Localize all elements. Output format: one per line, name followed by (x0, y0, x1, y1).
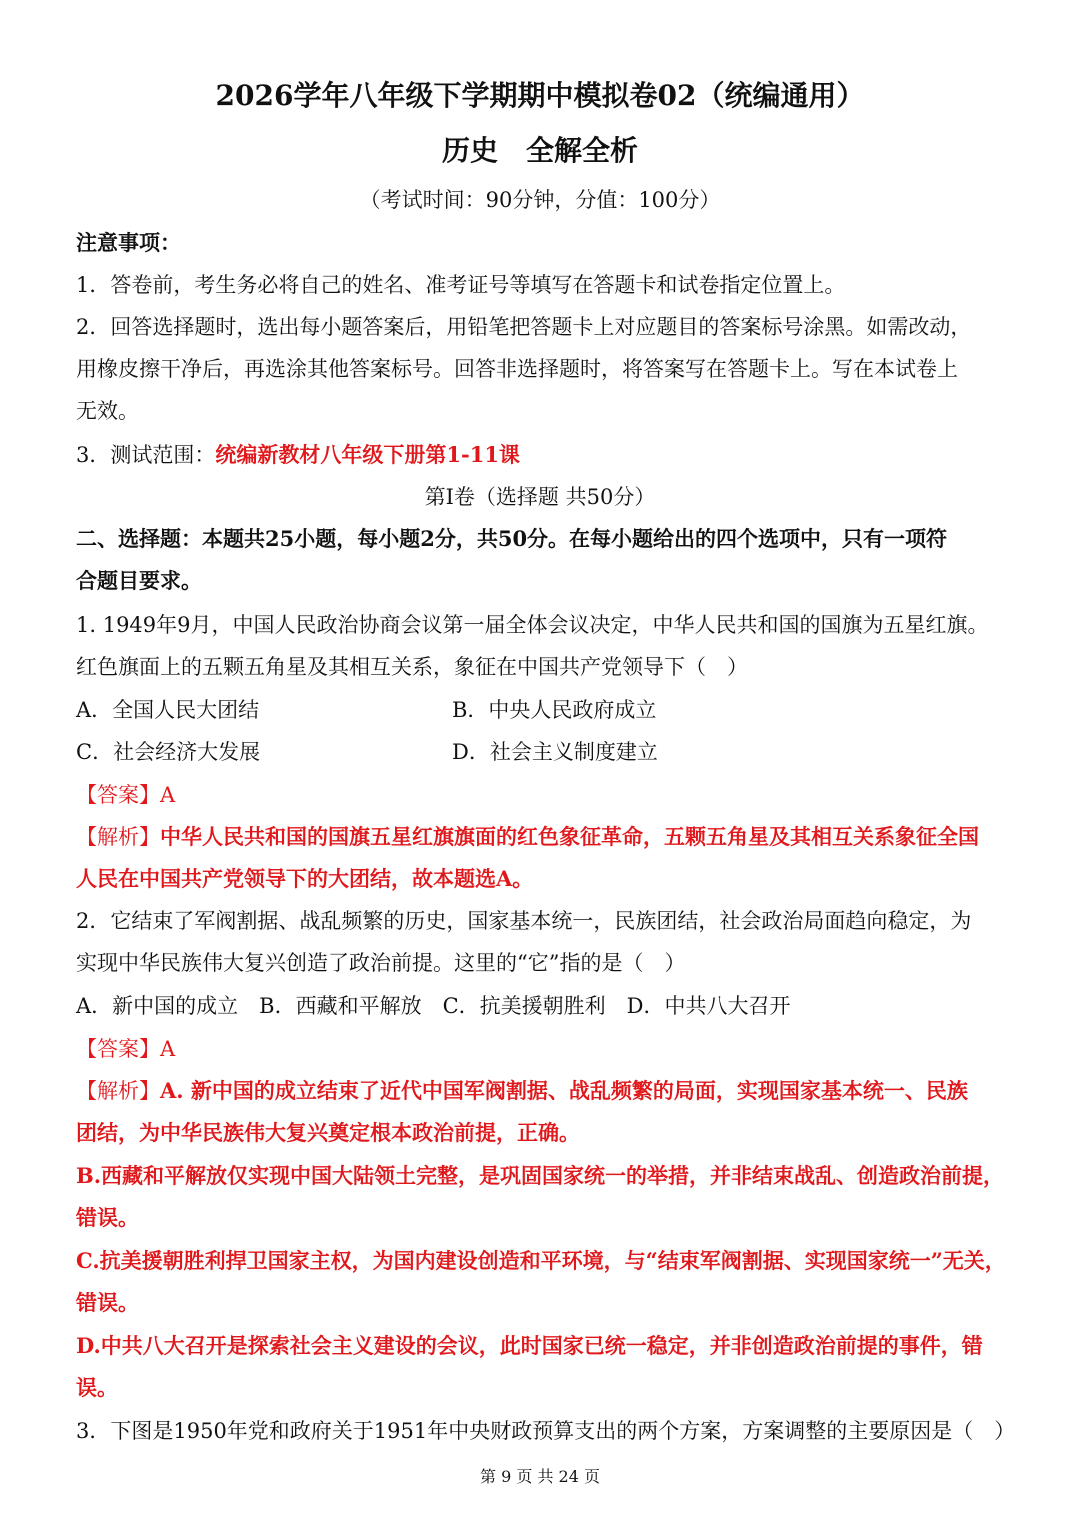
q2-analysis-a-line-1 (76, 1076, 1016, 1106)
test-scope: 统编新教材八年级下册第1-11课 (215, 442, 520, 467)
q1-stem-line-2: 红色旗面上的五颗五角星及其相互关系，象征在中国共产党领导下（ ） (76, 655, 748, 679)
q1-option-c: C．社会经济大发展 (76, 740, 261, 764)
page-subtitle: 历史 全解全析 (441, 134, 638, 167)
notes-item-2-line-3: 无效。 (76, 399, 139, 423)
page-footer: 第 9 页 共 24 页 (480, 1467, 600, 1486)
q1-option-b: B．中央人民政府成立 (452, 698, 657, 722)
notes-heading: 注意事项： (76, 230, 181, 255)
q2-analysis-c-line-1: C.抗美援朝胜利捍卫国家主权，为国内建设创造和平环境，与“结束军阀割据、实现国家统一”无关， (76, 1248, 1006, 1273)
q1-option-a: A．全国人民大团结 (76, 698, 260, 722)
page-title: 2026学年八年级下学期期中模拟卷02（统编通用） (215, 79, 865, 112)
notes-item-3-prefix: 3．测试范围： (76, 443, 216, 467)
notes-item-1: 1．答卷前，考生务必将自己的姓名、准考证号等填写在答题卡和试卷指定位置上。 (76, 273, 846, 297)
q1-analysis-line-2: 人民在中国共产党领导下的大团结，故本题选A。 (76, 866, 534, 891)
q2-analysis-a-line-2: 团结，为中华民族伟大复兴奠定根本政治前提，正确。 (76, 1120, 580, 1145)
q2-analysis-d-line-2: 误。 (76, 1375, 118, 1400)
q1-analysis-line-1 (76, 822, 1016, 852)
q2-analysis-b-line-1: B.西藏和平解放仅实现中国大陆领土完整，是巩固国家统一的举措，并非结束战乱、创造政治前提， (76, 1163, 1005, 1188)
q2-analysis-a-text: A. 新中国的成立结束了近代中国军阀割据、战乱频繁的局面，实现国家基本统一、民族 (160, 1078, 968, 1103)
q1-analysis-label: 【解析】 (76, 825, 160, 849)
q1-stem-line-1: 1. 1949年9月，中国人民政治协商会议第一届全体会议决定，中华人民共和国的国旗为五星红旗。 (76, 613, 989, 637)
q2-stem-line-1: 2．它结束了军阀割据、战乱频繁的历史，国家基本统一，民族团结，社会政治局面趋向稳定，为 (76, 909, 972, 933)
volume-heading: 第Ⅰ卷（选择题 共50分） (424, 485, 656, 509)
notes-item-2-line-1: 2．回答选择题时，选出每小题答案后，用铅笔把答题卡上对应题目的答案标号涂黑。如需改动， (76, 315, 972, 339)
q1-analysis-text: 中华人民共和国的国旗五星红旗旗面的红色象征革命，五颗五角星及其相互关系象征全国 (160, 824, 979, 849)
q2-analysis-d-line-1: D.中共八大召开是探索社会主义建设的会议，此时国家已统一稳定，并非创造政治前提的事件，错 (76, 1333, 983, 1358)
q2-analysis-b-line-2: 错误。 (76, 1205, 139, 1230)
exam-info: （考试时间：90分钟，分值：100分） (359, 188, 721, 212)
q2-analysis-label: 【解析】 (76, 1079, 160, 1103)
notes-item-2-line-2: 用橡皮擦干净后，再选涂其他答案标号。回答非选择题时，将答案写在答题卡上。写在本试卷上 (76, 357, 958, 381)
section-intro-line-2: 合题目要求。 (76, 568, 202, 593)
q1-option-d: D．社会主义制度建立 (452, 740, 658, 764)
q3-stem-line-1: 3．下图是1950年党和政府关于1951年中央财政预算支出的两个方案，方案调整的主要原因是（ ） (76, 1419, 1016, 1443)
q2-stem-line-2: 实现中华民族伟大复兴创造了政治前提。这里的“它”指的是（ ） (76, 951, 686, 975)
q2-answer: 【答案】A (76, 1037, 176, 1061)
q1-answer: 【答案】A (76, 783, 176, 807)
q2-options: A．新中国的成立 B．西藏和平解放 C．抗美援朝胜利 D．中共八大召开 (76, 994, 791, 1018)
section-intro-line-1: 二、选择题：本题共25小题，每小题2分，共50分。在每小题给出的四个选项中，只有一项符 (76, 526, 948, 551)
notes-item-3 (76, 440, 1016, 470)
q2-analysis-c-line-2: 错误。 (76, 1290, 139, 1315)
